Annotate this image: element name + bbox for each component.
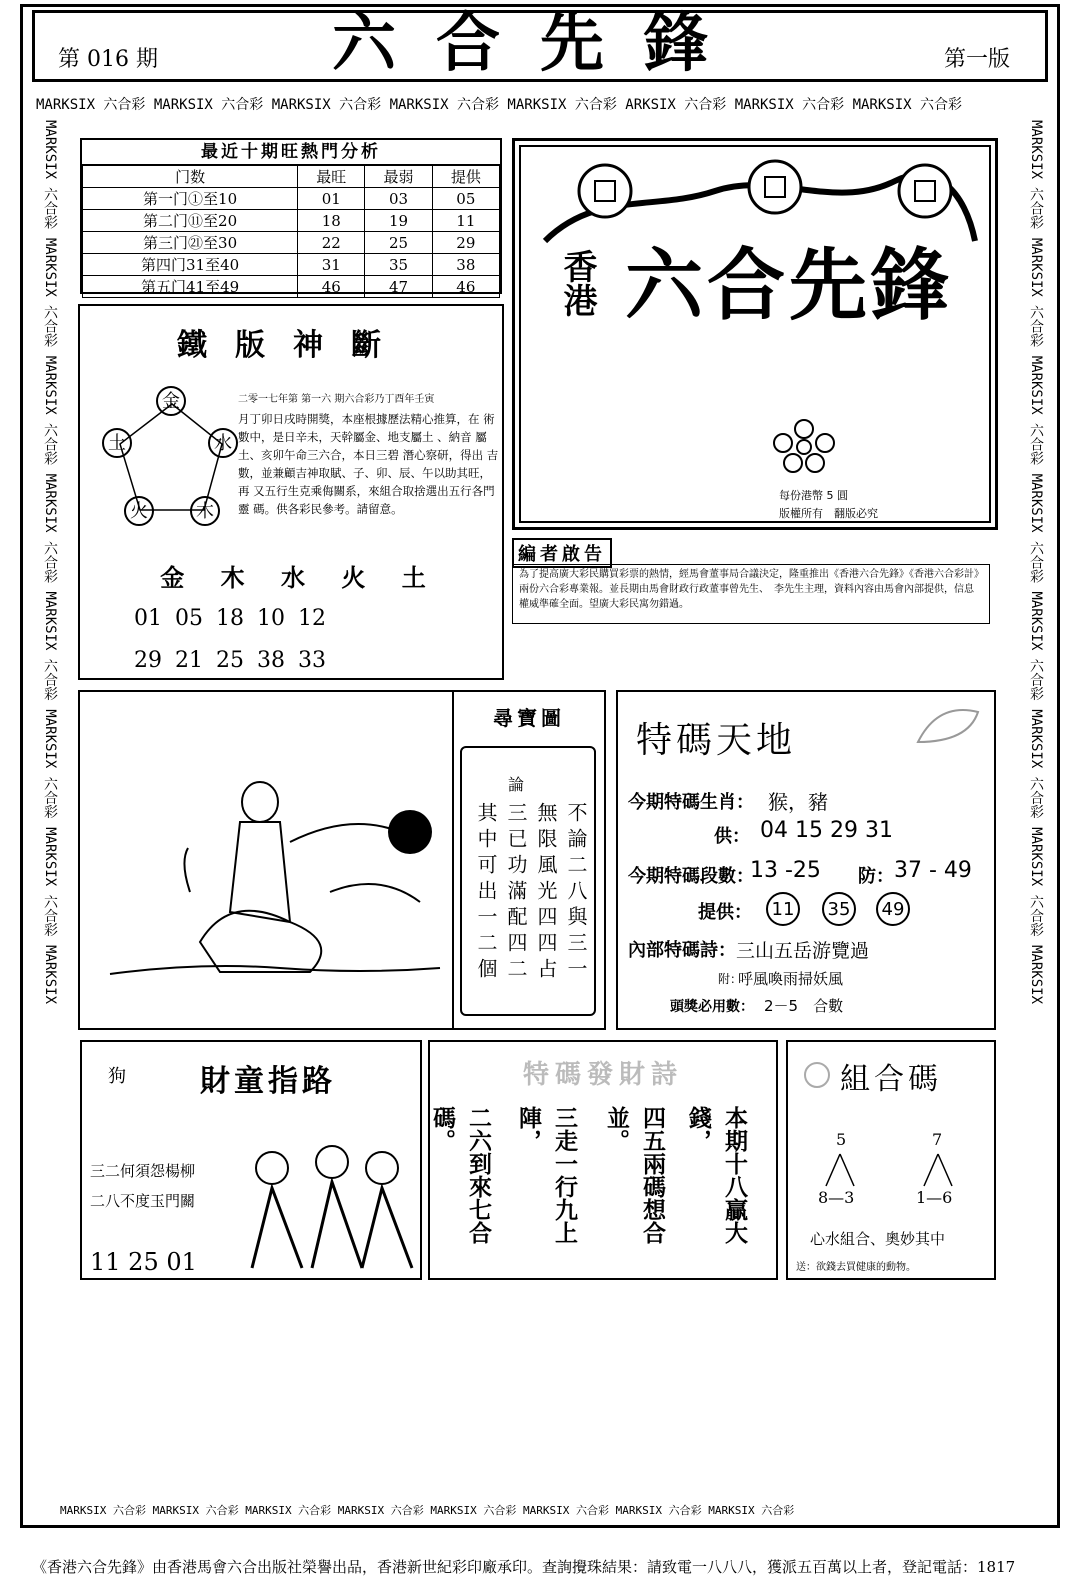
- fortune-animal: 狗: [108, 1066, 126, 1087]
- treasure-title: 尋寶圖: [493, 706, 565, 730]
- table-row: [83, 254, 500, 276]
- combo-title: 組合碼: [840, 1062, 942, 1097]
- table-cell: 第五门41至49: [83, 276, 298, 298]
- special-code-panel: [616, 690, 996, 1030]
- issue-number: 第 016 期: [58, 47, 158, 72]
- column-header: 提供: [432, 166, 499, 188]
- offer-number: 35: [822, 892, 856, 926]
- guard-value: 37 - 49: [894, 858, 972, 883]
- poem-column-3: 三走一行九上陣，: [515, 1106, 577, 1244]
- combo-right-bottom: 1—6: [916, 1188, 953, 1207]
- combo-triangles: [818, 1152, 968, 1188]
- element-line: 金 木 水 火 土: [160, 564, 440, 592]
- fortune-title: 財童指路: [200, 1064, 336, 1099]
- element-earth: 土: [102, 428, 132, 458]
- iron-title: 鐵版神斷: [177, 328, 409, 363]
- editor-notice-panel: [508, 538, 996, 678]
- iron-date-line: 二零一七年第 第一六 期六合彩乃丁酉年壬寅: [238, 394, 435, 405]
- offer-number: 49: [876, 892, 910, 926]
- table-cell: 第四门31至40: [83, 254, 298, 276]
- masthead-title: 六合先鋒: [332, 7, 748, 81]
- hot-table: [82, 165, 500, 298]
- column-header: 最弱: [365, 166, 432, 188]
- range-label: 今期特碼段數：: [628, 866, 754, 887]
- zodiac-label: 今期特碼生肖：: [628, 792, 754, 813]
- iron-numbers-row-2: 29 21 25 38 33: [134, 648, 326, 673]
- treasure-top-char: 論: [508, 775, 525, 794]
- table-cell: 03: [365, 188, 432, 210]
- edition-label: 第一版: [944, 47, 1011, 72]
- top-border-strip: MARKSIX 六合彩 MARKSIX 六合彩 MARKSIX 六合彩 MARKSIX 六合彩 MARKSIX 六合彩 ARKSIX 六合彩 MARKSIX 六合彩 MARKSIX 六合彩: [36, 97, 963, 113]
- combo-left-top: 5: [836, 1130, 847, 1149]
- poem-sub-label: 附：: [718, 972, 743, 986]
- table-cell: 05: [432, 188, 499, 210]
- combo-hint: 送：欲錢去買健康的動物。: [796, 1262, 916, 1273]
- leaf-icon: [908, 702, 988, 752]
- table-cell: 47: [365, 276, 432, 298]
- cover-panel: [512, 138, 998, 530]
- table-cell: 35: [365, 254, 432, 276]
- notice-body: 為了提高廣大彩民購買彩票的熱情，經馬會董事局合議決定，隆重推出《香港六合先鋒》《香港六合彩計》兩份六合彩專業報。並長期由馬會財政行政董事曾先生、 李先生主理，資料內容由馬會內部提供，信息權威準確全面。望廣大彩民寓勿錯過。: [512, 564, 990, 624]
- cover-price: 每份港幣 5 圓: [779, 489, 848, 502]
- special-title: 特碼天地: [636, 720, 797, 761]
- poem-column-4: 二六到來七合碼。: [429, 1106, 491, 1244]
- table-row: [83, 276, 500, 298]
- offer-number: 11: [766, 892, 800, 926]
- treasure-column-4: 其中可出一二個: [474, 802, 498, 984]
- head-prize-value: 2－5 合數: [764, 997, 844, 1015]
- element-fire: 火: [124, 496, 154, 526]
- range-value: 13 -25: [750, 858, 821, 883]
- table-cell: 18: [298, 210, 365, 232]
- column-header: 最旺: [298, 166, 365, 188]
- table-row: [83, 232, 500, 254]
- table-header-row: [83, 166, 500, 188]
- offer-label: 提供：: [698, 902, 752, 923]
- poem-label: 內部特碼詩：: [628, 940, 736, 961]
- iron-prophecy-panel: [78, 304, 504, 680]
- combo-badge-icon: [804, 1062, 830, 1088]
- fortune-numbers: 11 25 01: [90, 1248, 197, 1276]
- iron-numbers-row-1: 01 05 18 10 12: [134, 606, 326, 631]
- table-cell: 第一门①至10: [83, 188, 298, 210]
- fortune-line-2: 二八不度玉門關: [90, 1192, 196, 1210]
- cover-brand-big: 六合先鋒: [625, 241, 954, 331]
- supply-label: 供：: [714, 826, 750, 847]
- fortune-poem-panel: [428, 1040, 778, 1280]
- children-illustration: [232, 1138, 418, 1278]
- supply-value: 04 15 29 31: [760, 818, 893, 843]
- element-metal: 金: [156, 386, 186, 416]
- cover-copyright: 版權所有 翻版必究: [779, 507, 878, 520]
- hot-table-title: 最近十期旺熱門分析: [82, 140, 500, 165]
- fortune-boy-panel: [80, 1040, 422, 1280]
- table-cell: 第二门⑪至20: [83, 210, 298, 232]
- notice-title: 編者啟告: [512, 538, 612, 568]
- table-cell: 31: [298, 254, 365, 276]
- poem-column-1: 本期十八贏大錢，: [685, 1106, 747, 1244]
- table-cell: 19: [365, 210, 432, 232]
- left-border-strip: MARKSIX 六合彩 MARKSIX 六合彩 MARKSIX 六合彩 MARKSIX 六合彩 MARKSIX 六合彩 MARKSIX 六合彩 MARKSIX 六合彩 MARKSIX: [42, 120, 58, 1005]
- combo-left-bottom: 8—3: [818, 1188, 855, 1207]
- iron-body-text: 月丁卯日戌時開獎，本座根據歷法精心推算，在 術數中，是日辛未，天幹屬金、地支屬土 、納音 屬土、亥卯午命三六合，本日三碧 潛心察研，得出 吉數，並兼顧吉神取賦、子、卯、辰、午以助其旺，再 又五行生克乘侮關系，來組合取捨選出五行各門靈 碼。供各彩民參考。請留意。: [238, 412, 499, 516]
- head-prize-label: 頭獎必用數：: [670, 999, 754, 1015]
- poem-box-title: 特碼發財詩: [522, 1060, 683, 1090]
- lady-riding-illustration: [80, 692, 452, 1028]
- treasure-column-3: 三已功滿配四二: [504, 802, 528, 984]
- footer-text: 《香港六合先鋒》由香港馬會六合出版社榮譽出品，香港新世紀彩印廠承印。查詢攪珠結果：請致電一八八八，獲派五百萬以上者，登記電話：1817: [32, 1558, 1016, 1576]
- table-cell: 11: [432, 210, 499, 232]
- hot-numbers-panel: [80, 138, 502, 294]
- poem-value: 三山五岳游覽過: [736, 940, 870, 962]
- combo-slogan: 心水組合、奧妙其中: [810, 1230, 946, 1248]
- cover-brand-small: 香港: [557, 249, 597, 317]
- poem-sub-value: 呼風喚雨掃妖風: [738, 970, 844, 988]
- table-cell: 01: [298, 188, 365, 210]
- treasure-column-2: 無限風光四四占: [534, 802, 558, 984]
- table-row: [83, 188, 500, 210]
- table-cell: 22: [298, 232, 365, 254]
- table-cell: 25: [365, 232, 432, 254]
- combination-panel: [786, 1040, 996, 1280]
- illustration-panel: [78, 690, 454, 1030]
- table-cell: 38: [432, 254, 499, 276]
- fortune-line-1: 三二何須怨楊柳: [90, 1162, 196, 1180]
- flower-icon: [769, 417, 839, 477]
- zodiac-value: 猴，豬: [768, 790, 828, 814]
- table-cell: 第三门㉑至30: [83, 232, 298, 254]
- table-cell: 46: [298, 276, 365, 298]
- column-header: 门数: [83, 166, 298, 188]
- element-water: 水: [208, 428, 238, 458]
- table-row: [83, 210, 500, 232]
- combo-right-top: 7: [932, 1130, 943, 1149]
- element-wood: 木: [190, 496, 220, 526]
- bottom-border-strip: MARKSIX 六合彩 MARKSIX 六合彩 MARKSIX 六合彩 MARKSIX 六合彩 MARKSIX 六合彩 MARKSIX 六合彩 MARKSIX 六合彩 MARKSIX 六合彩: [60, 1504, 795, 1517]
- treasure-column-1: 不論二八與三一: [564, 802, 588, 984]
- treasure-map-panel: [452, 690, 606, 1030]
- guard-label: 防：: [858, 866, 894, 887]
- right-border-strip: MARKSIX 六合彩 MARKSIX 六合彩 MARKSIX 六合彩 MARKSIX 六合彩 MARKSIX 六合彩 MARKSIX 六合彩 MARKSIX 六合彩 MARKSIX: [1028, 120, 1044, 1005]
- table-cell: 46: [432, 276, 499, 298]
- poem-column-2: 四五兩碼想合並。: [603, 1106, 665, 1244]
- table-cell: 29: [432, 232, 499, 254]
